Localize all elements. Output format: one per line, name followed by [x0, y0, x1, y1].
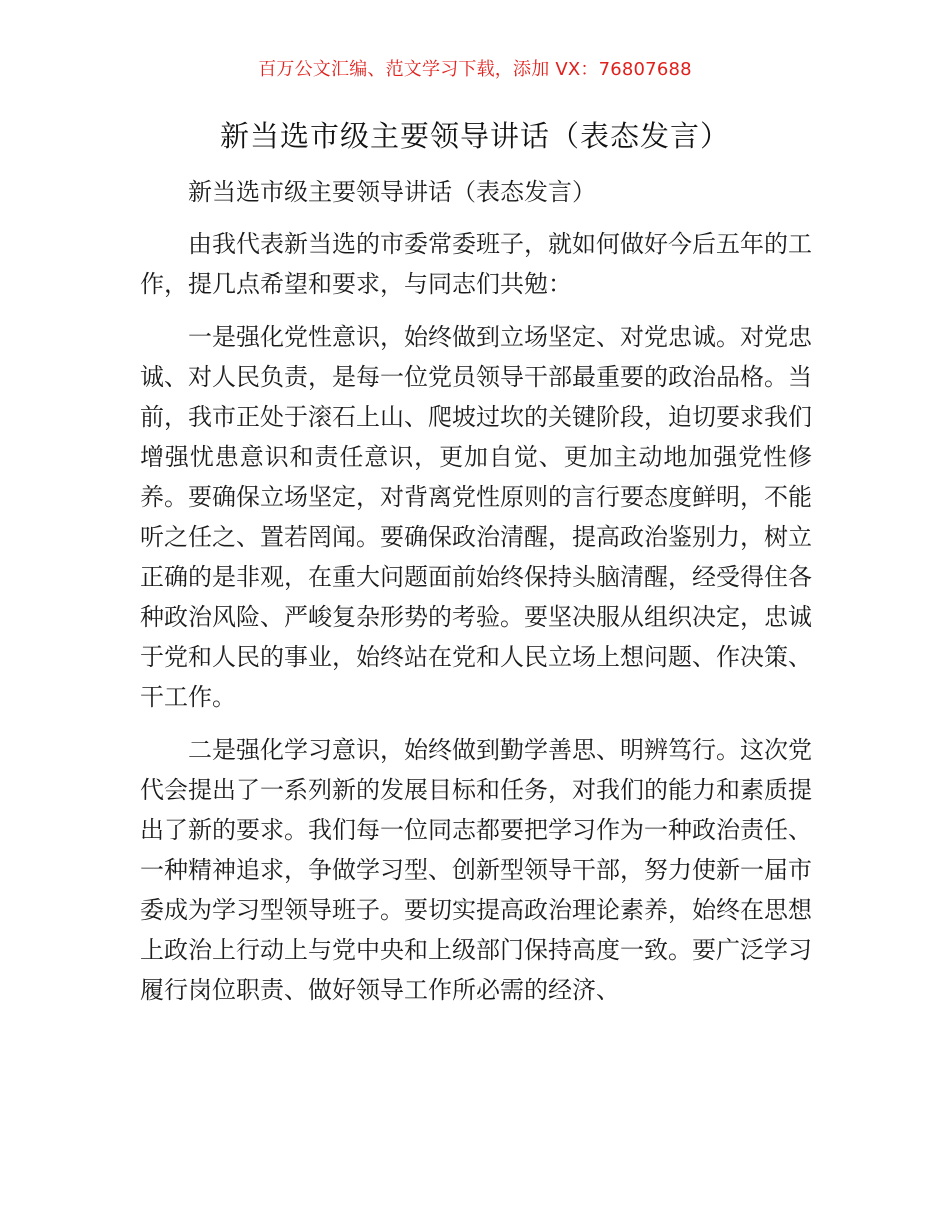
paragraph-point-two: 二是强化学习意识，始终做到勤学善思、明辨笃行。这次党代会提出了一系列新的发展目标和任务，对我们的能力和素质提出了新的要求。我们每一位同志都要把学习作为一种政治责任、一种精神追求，争做学习型、创新型领导干部，努力使新一届市委成为学习型领导班子。要切实提高政治理论素养，始终在思想上政治上行动上与党中央和上级部门保持高度一致。要广泛学习履行岗位职责、做好领导工作所必需的经济、 — [140, 736, 812, 1004]
document-title: 新当选市级主要领导讲话（表态发言） — [219, 119, 730, 153]
paragraph-point-one: 一是强化党性意识，始终做到立场坚定、对党忠诚。对党忠诚、对人民负责，是每一位党员领导干部最重要的政治品格。当前，我市正处于滚石上山、爬坡过坎的关键阶段，迫切要求我们增强忧患意识和责任意识，更加自觉、更加主动地加强党性修养。要确保立场坚定，对背离党性原则的言行要态度鲜明，不能听之任之、置若罔闻。要确保政治清醒，提高政治鉴别力，树立正确的是非观，在重大问题面前始终保持头脑清醒，经受得住各种政治风险、严峻复杂形势的考验。要坚决服从组织决定，忠诚于党和人民的事业，始终站在党和人民立场上想问题、作决策、干工作。 — [140, 323, 812, 711]
document-body — [140, 172, 812, 1023]
paragraph-intro: 由我代表新当选的市委常委班子，就如何做好今后五年的工作，提几点希望和要求，与同志们共勉： — [140, 230, 812, 298]
download-banner: 百万公文汇编、范文学习下载，添加 VX：76807688 — [258, 59, 692, 80]
document-subtitle: 新当选市级主要领导讲话（表态发言） — [188, 178, 596, 206]
